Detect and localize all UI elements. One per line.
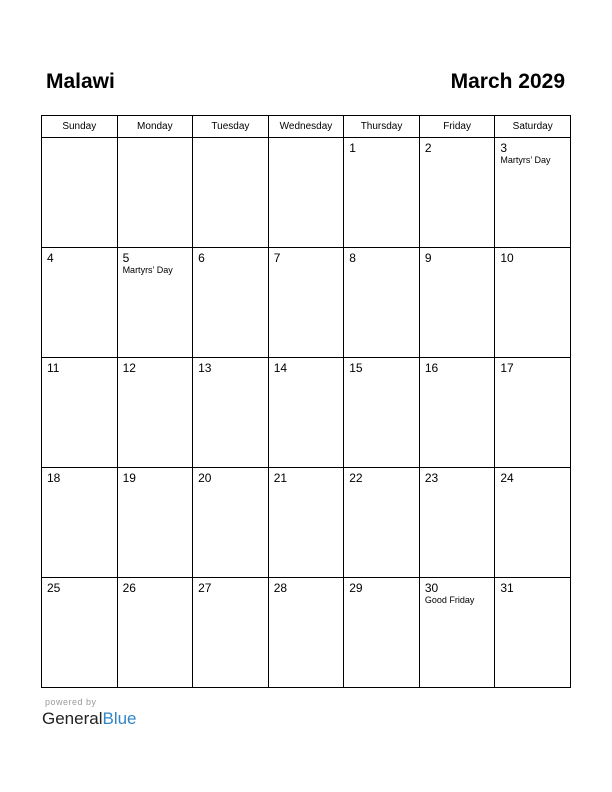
day-cell (344, 138, 420, 248)
day-cell (419, 358, 495, 468)
brand-name-part2: Blue (102, 709, 137, 728)
day-cell (344, 248, 420, 358)
day-number (42, 138, 117, 141)
day-number: 1 (349, 141, 356, 155)
day-number: 23 (424, 471, 439, 485)
day-number: 7 (273, 251, 281, 265)
day-number: 16 (424, 361, 439, 375)
day-cell (495, 248, 571, 358)
day-number: 19 (122, 471, 136, 485)
day-cell (117, 138, 193, 248)
week-row (42, 248, 571, 358)
day-cell (495, 468, 571, 578)
day-cell (344, 578, 420, 688)
day-cell (117, 578, 193, 688)
day-number: 27 (198, 581, 212, 595)
day-cell (117, 358, 193, 468)
day-cell (495, 138, 571, 248)
day-number: 30 (424, 581, 439, 595)
weekday-header: Thursday (344, 116, 420, 138)
day-cell (42, 138, 118, 248)
day-number: 10 (500, 251, 514, 265)
country-title: Malawi (46, 70, 115, 93)
day-cell (268, 358, 344, 468)
generalblue-logo[interactable] (42, 709, 137, 729)
brand-name-part1: General (42, 709, 103, 728)
day-number: 25 (47, 581, 61, 595)
day-number: 24 (500, 471, 514, 485)
day-cell (344, 468, 420, 578)
weekday-header-row (42, 116, 571, 138)
day-number: 6 (198, 251, 205, 265)
day-number: 11 (47, 361, 60, 375)
day-cell (419, 578, 495, 688)
day-number (118, 138, 193, 141)
day-cell (117, 248, 193, 358)
holiday-label: Martyrs’ Day (500, 155, 551, 165)
weekday-header: Saturday (495, 116, 571, 138)
week-row (42, 468, 571, 578)
day-cell (117, 468, 193, 578)
day-cell (42, 468, 118, 578)
day-cell (193, 468, 269, 578)
powered-by-label: powered by (45, 697, 97, 707)
day-cell (268, 138, 344, 248)
day-number: 17 (500, 361, 514, 375)
day-number: 15 (349, 361, 363, 375)
day-cell (419, 248, 495, 358)
day-number: 2 (424, 141, 432, 155)
week-row (42, 578, 571, 688)
day-cell (193, 358, 269, 468)
weekday-header: Monday (117, 116, 193, 138)
weekday-header: Friday (419, 116, 495, 138)
day-cell (419, 138, 495, 248)
day-number: 12 (122, 361, 136, 375)
day-cell (268, 248, 344, 358)
day-cell (193, 138, 269, 248)
calendar-grid (41, 115, 571, 688)
day-number: 13 (198, 361, 212, 375)
day-number (193, 138, 268, 141)
holiday-label: Good Friday (424, 595, 475, 605)
day-cell (419, 468, 495, 578)
day-number: 20 (198, 471, 212, 485)
day-cell (193, 578, 269, 688)
day-number: 3 (500, 141, 508, 155)
day-cell (42, 578, 118, 688)
day-cell (344, 358, 420, 468)
day-number: 18 (47, 471, 61, 485)
day-cell (268, 578, 344, 688)
day-number: 8 (349, 251, 356, 265)
day-number: 29 (349, 581, 363, 595)
day-number: 26 (122, 581, 136, 595)
day-number: 28 (273, 581, 288, 595)
day-cell (495, 358, 571, 468)
day-cell (42, 248, 118, 358)
day-number: 31 (500, 581, 514, 595)
day-number: 5 (122, 251, 130, 265)
day-number: 21 (273, 471, 288, 485)
day-number: 4 (47, 251, 54, 265)
month-title: March 2029 (450, 70, 565, 93)
day-cell (495, 578, 571, 688)
day-cell (193, 248, 269, 358)
weekday-header: Tuesday (193, 116, 269, 138)
weekday-header: Wednesday (268, 116, 344, 138)
weekday-header: Sunday (42, 116, 118, 138)
holiday-label: Martyrs’ Day (122, 265, 173, 275)
week-row (42, 138, 571, 248)
day-number (269, 138, 344, 141)
day-cell (42, 358, 118, 468)
day-number: 22 (349, 471, 363, 485)
week-row (42, 358, 571, 468)
day-cell (268, 468, 344, 578)
day-number: 14 (273, 361, 288, 375)
day-number: 9 (424, 251, 432, 265)
